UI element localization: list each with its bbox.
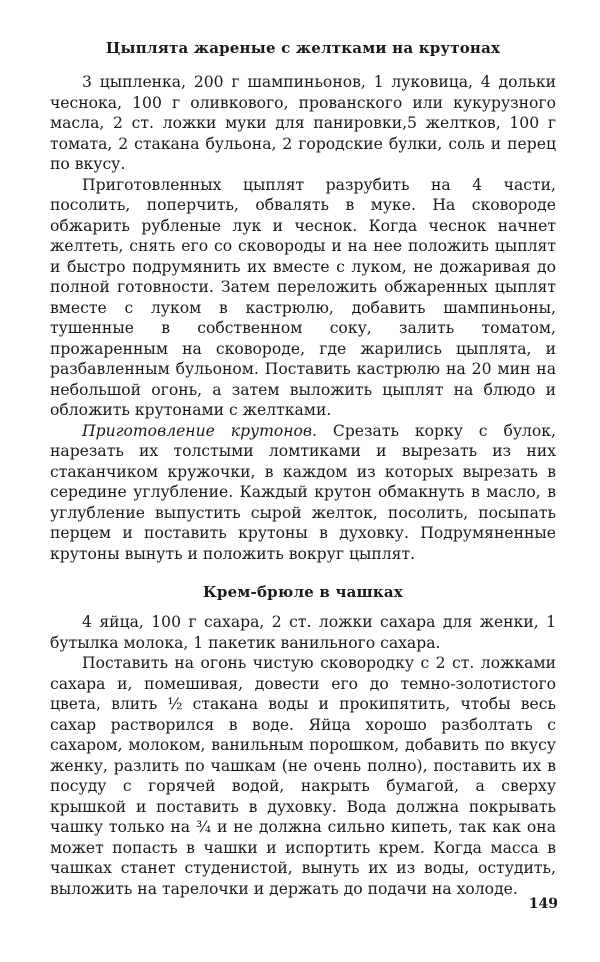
recipe-ingredients-chicken: 3 цыпленка, 200 г шампиньонов, 1 луковица, 4 дольки чеснока, 100 г оливкового, прованского или кукурузного масла, 2 ст. ложки муки для панировки,5 желтков, 100 г томата, 2 стакана бульона, 2 городские булки, соль и перец по вкусу. xyxy=(50,73,556,173)
recipe-title-chicken: Цыплята жареные с желтками на крутонах xyxy=(105,39,501,57)
recipe-ingredients-creme-brulee: 4 яйца, 100 г сахара, 2 ст. ложки сахара для женки, 1 бутылка молока, 1 пакетик ванильного сахара. xyxy=(50,613,556,652)
croutons-text: Срезать корку с булок, нарезать их толстыми ломтиками и вырезать из них стаканчиком кружочки, в каждом из которых вырезать в середине углубление. Каждый крутон обмакнуть в масло, в углубление выпустить сырой желток, посолить, посыпать перцем и поставить крутоны в духовку. Подрумяненные крутоны вынуть и положить вокруг цыплят. xyxy=(50,421,557,563)
croutons-lead-italic: Приготовление крутонов. xyxy=(82,421,317,440)
book-page xyxy=(50,38,556,899)
recipe-croutons-paragraph xyxy=(50,421,556,565)
recipe-method-chicken: Приготовленных цыплят разрубить на 4 части, посолить, поперчить, обвалять в муке. На сковороде обжарить рубленые лук и чеснок. Когда чеснок начнет желтеть, снять его со сковороды и на нее положить цыплят и быстро подрумянить их вместе с луком, не дожаривая до полной готовности. Затем переложить обжаренных цыплят вместе с луком в кастрюлю, добавить шампиньоны, тушенные в собственном соку, залить томатом, прожаренным на сковороде, где жарились цыплята, и разбавленным бульоном. Поставить кастрюлю на 20 мин на небольшой огонь, а затем выложить цыплят на блюдо и обложить крутонами с желтками. xyxy=(50,175,556,419)
recipe-title-creme-brulee: Крем-брюле в чашках xyxy=(203,583,403,601)
recipe-method-creme-brulee: Поставить на огонь чистую сковородку с 2 ст. ложками сахара и, помешивая, довести его до темно-золотистого цвета, влить ½ стакана воды и прокипятить, чтобы весь сахар растворился в воде. Яйца хорошо разболтать с сахаром, молоком, ванильным порошком, добавить по вкусу женку, разлить по чашкам (не очень полно), поставить их в посуду с горячей водой, накрыть бумагой, а сверху крышкой и поставить в духовку. Вода должна покрывать чашку только на ¾ и не должна сильно кипеть, так как она может попасть в чашки и испортить крем. Когда масса в чашках станет студенистой, вынуть их из воды, остудить, выложить на тарелочки и держать до подачи на холоде. xyxy=(50,654,556,898)
page-number: 149 xyxy=(528,896,558,912)
